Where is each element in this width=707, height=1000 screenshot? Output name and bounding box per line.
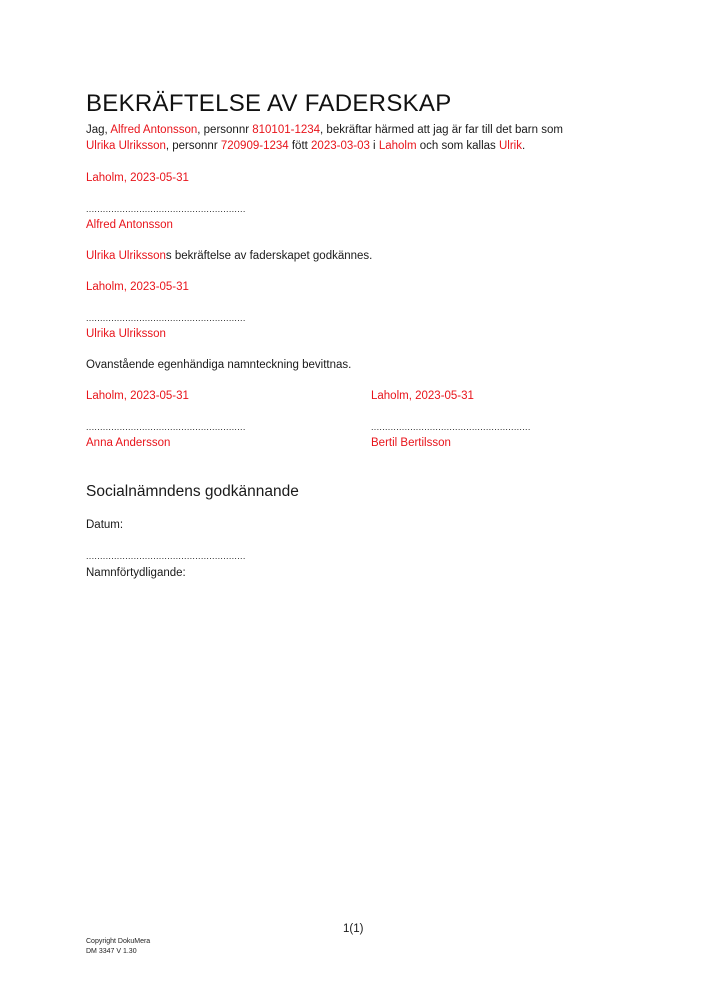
mother-signature-name: Ulrika Ulriksson	[86, 328, 166, 340]
footer-copyright: Copyright DokuMera	[86, 938, 151, 945]
page-number: 1(1)	[343, 923, 364, 935]
father-personnr: 810101-1234	[252, 124, 321, 136]
committee-signature-line: .........................................................	[86, 551, 246, 561]
intro-line-2	[86, 139, 525, 153]
witness-statement: Ovanstående egenhändiga namnteckning bevittnas.	[86, 359, 352, 371]
witness1-name: Anna Andersson	[86, 437, 171, 449]
approval-mother-name: Ulrika Ulriksson	[86, 250, 166, 262]
intro-text: , personnr	[197, 124, 253, 136]
mother-place-date: Laholm, 2023-05-31	[86, 281, 189, 293]
document-title: BEKRÄFTELSE AV FADERSKAP	[86, 90, 452, 117]
approval-suffix: s bekräftelse av faderskapet godkännes.	[165, 250, 373, 262]
intro-text: , personnr	[165, 140, 221, 152]
child-name: Ulrik	[498, 140, 522, 152]
mother-signature-line: .........................................................	[86, 313, 246, 323]
witness1-signature-line: .........................................................	[86, 422, 246, 432]
father-signature-line: .........................................................	[86, 204, 246, 214]
birth-place: Laholm	[378, 140, 417, 152]
mother-personnr: 720909-1234	[220, 140, 289, 152]
committee-date-label: Datum:	[86, 519, 124, 531]
intro-text: fött	[288, 140, 312, 152]
intro-text: , bekräftar härmed att jag är far till det barn som	[320, 124, 563, 136]
birth-date: 2023-03-03	[311, 140, 370, 152]
committee-name-label: Namnförtydligande:	[86, 567, 186, 579]
father-name: Alfred Antonsson	[110, 124, 198, 136]
intro-text: Jag,	[86, 124, 111, 136]
witness2-name: Bertil Bertilsson	[371, 437, 451, 449]
father-signature-name: Alfred Antonsson	[86, 219, 173, 231]
intro-text: i	[369, 140, 379, 152]
witness1-place-date: Laholm, 2023-05-31	[86, 390, 189, 402]
intro-text: och som kallas	[416, 140, 499, 152]
witness2-place-date: Laholm, 2023-05-31	[371, 390, 474, 402]
witness2-signature-line: .........................................................	[371, 422, 531, 432]
footer-version: DM 3347 V 1.30	[86, 948, 137, 955]
mother-name: Ulrika Ulriksson	[86, 140, 166, 152]
intro-line-1	[86, 123, 563, 137]
intro-text: .	[521, 140, 526, 152]
approval-text	[86, 249, 372, 263]
father-place-date: Laholm, 2023-05-31	[86, 172, 189, 184]
committee-heading: Socialnämndens godkännande	[86, 483, 299, 500]
